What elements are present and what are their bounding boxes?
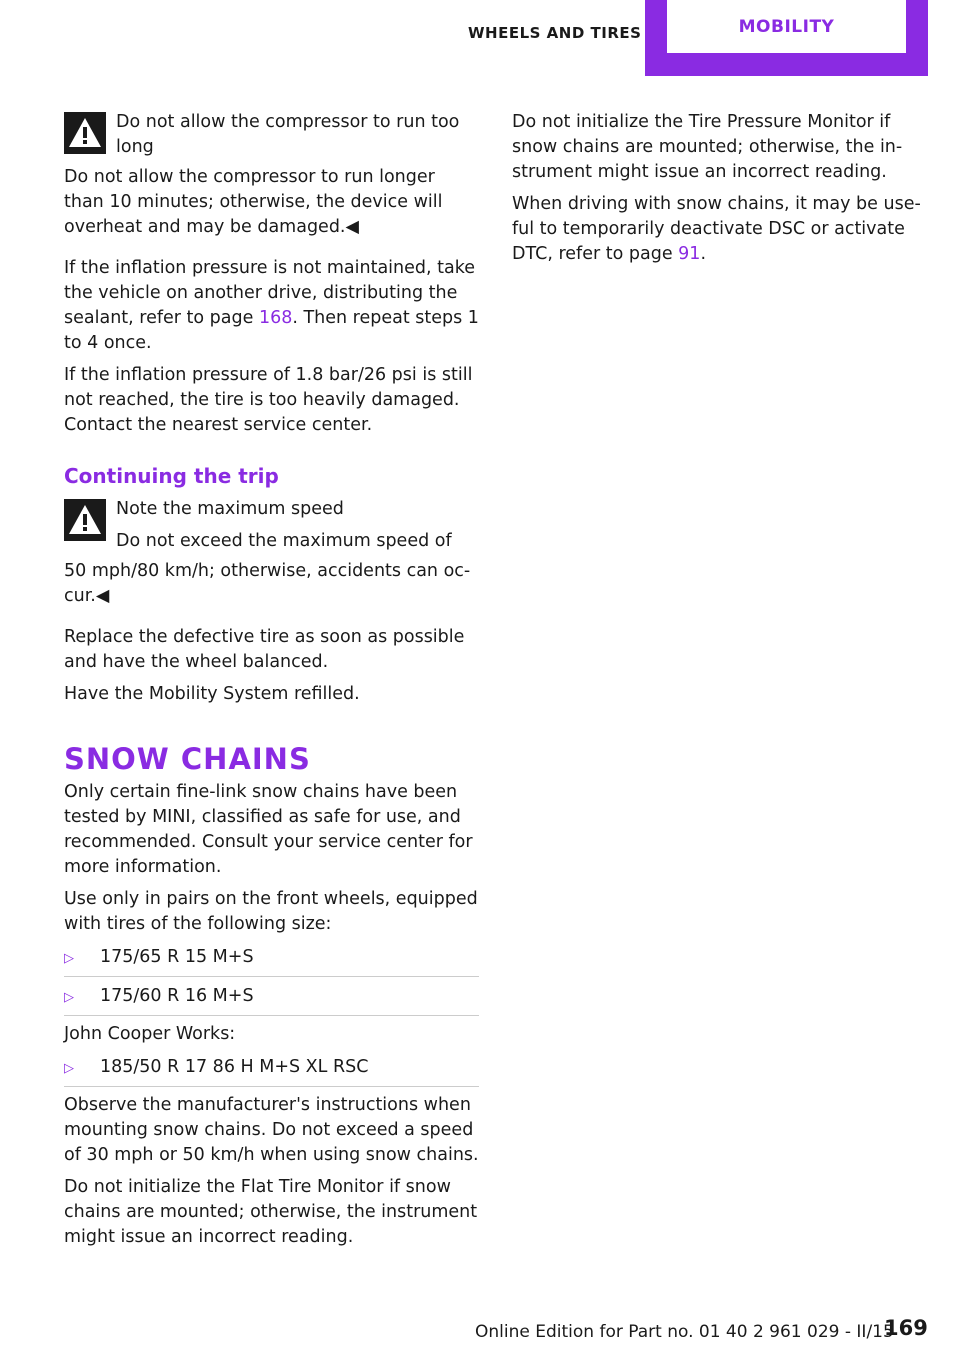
warning-line: Do not exceed the maximum speed of: [116, 531, 452, 551]
chapter-tab[interactable]: [645, 0, 928, 76]
paragraph: Do not initialize the Tire Pressure Monitor if snow chains are mounted; otherwise, the in‐strument might issue an incorrect reading.: [512, 112, 903, 182]
warning-body: 50 mph/80 km/h; otherwise, accidents can oc‐cur.◀: [64, 561, 471, 606]
subsection-heading: Continuing the trip: [64, 464, 279, 488]
paragraph: Have the Mobility System refilled.: [64, 684, 360, 704]
paragraph: Do not initialize the Flat Tire Monitor if snow chains are mounted; otherwise, the instrument might issue an incorrect reading.: [64, 1177, 478, 1247]
section-heading: SNOW CHAINS: [64, 742, 311, 776]
text: .: [700, 244, 707, 264]
warning-title: Note the maximum speed: [116, 499, 344, 519]
text: . Then repeat steps 1 to 4 once.: [64, 308, 479, 353]
tire-size: 175/60 R 16 M+S: [100, 986, 254, 1006]
triangle-bullet-icon: ▷: [64, 990, 74, 1005]
paragraph: Replace the defective tire as soon as possible and have the wheel balanced.: [64, 627, 465, 672]
page-link[interactable]: 168: [258, 308, 293, 328]
warning-title: Do not allow the compressor to run too long: [116, 112, 460, 157]
tire-size: 185/50 R 17 86 H M+S XL RSC: [100, 1057, 369, 1077]
triangle-bullet-icon: ▷: [64, 951, 74, 966]
page-link[interactable]: 91: [678, 244, 701, 264]
paragraph: Observe the manufacturer's instructions when mounting snow chains. Do not exceed a speed of 30 mph or 50 km/h when using snow chains.: [64, 1095, 479, 1165]
warning-block: [64, 110, 479, 167]
page-number: 169: [884, 1316, 928, 1340]
tire-size: 175/65 R 15 M+S: [100, 947, 254, 967]
section-title: WHEELS AND TIRES: [468, 24, 642, 42]
paragraph: John Cooper Works:: [64, 1024, 236, 1044]
right-column: [512, 110, 922, 274]
left-column: [64, 110, 479, 1257]
list-item: [64, 983, 479, 1016]
paragraph: If the inflation pressure of 1.8 bar/26 psi is still not reached, the tire is too heavily damaged. Contact the nearest service center.: [64, 365, 473, 435]
chapter-tab-label: MOBILITY: [667, 0, 906, 53]
text: If the inflation pressure is not maintained, take the vehicle on another drive, distributing the sealant, refer to page: [64, 258, 475, 328]
list-item: [64, 944, 479, 977]
paragraph: [512, 192, 922, 267]
triangle-bullet-icon: ▷: [64, 1061, 74, 1076]
warning-block: [64, 497, 479, 561]
paragraph: [64, 256, 479, 356]
warning-body: Do not allow the compressor to run longer than 10 minutes; otherwise, the device will overheat and may be damaged.◀: [64, 167, 443, 237]
paragraph: Only certain fine-link snow chains have been tested by MINI, classified as safe for use, and recommended. Consult your service center for more information.: [64, 782, 473, 877]
paragraph: Use only in pairs on the front wheels, equipped with tires of the following size:: [64, 889, 478, 934]
warning-triangle-icon: [64, 112, 106, 154]
list-item: [64, 1054, 479, 1087]
warning-triangle-icon: [64, 499, 106, 541]
edition-footer: Online Edition for Part no. 01 40 2 961 029 - II/15: [475, 1322, 894, 1342]
text: When driving with snow chains, it may be use‐ful to temporarily deactivate DSC or activate DTC, refer to page: [512, 194, 921, 264]
